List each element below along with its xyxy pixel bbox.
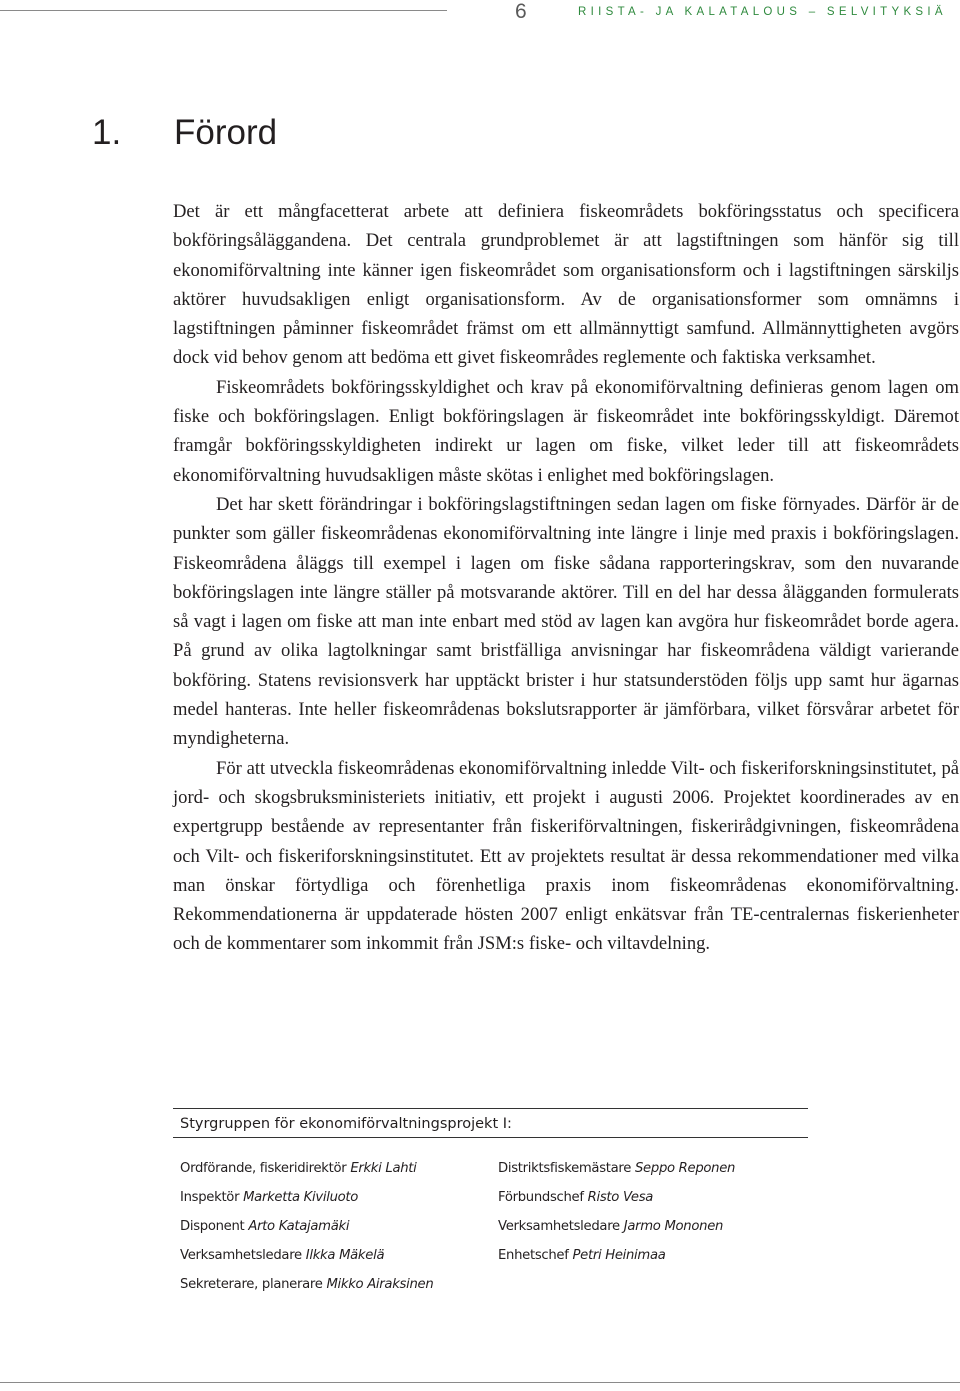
paragraph: Det har skett förändringar i bokföringslagstiftningen sedan lagen om fiske förnyades. Därför är de punkter som gäller fiskeområdenas ekonomiförvaltning inte längre i linje med praxis i bokföringslagen. Fiskeområdena åläggs till exempel i lagen om fiske sådana rapporteringskrav, som den nuvarande bokföringslagen inte längre ställer på motsvarande aktörer. Till en del har dessa ålägganden formulerats så vagt i lagen om fiske att man inte enbart med stöd av lagen kan avgöra hur fiskeområdet borde agera. På grund av olika lagtolkningar samt bristfälliga anvisningar har fiskeområdena väldigt varierande bokföring. Statens revisionsverk har upptäckt brister i hur statsunderstöden följs upp samt hur ägarnas medel hanteras. Inte heller fiskeområdenas bokslutsrapporter är jämförbara, vilket försvårar arbetet för myndigheterna. xyxy=(173,493,959,750)
chapter-title-text: Förord xyxy=(174,113,278,152)
member-name: Petri Heinimaa xyxy=(572,1248,666,1263)
member-role: Sekreterare, planerare xyxy=(180,1277,323,1292)
member-name: Erkki Lahti xyxy=(350,1161,417,1176)
member-role: Verksamhetsledare xyxy=(180,1248,302,1263)
member-entry xyxy=(180,1154,433,1183)
member-entry xyxy=(498,1183,735,1212)
member-name: Mikko Airaksinen xyxy=(326,1277,434,1292)
member-name: Ilkka Mäkelä xyxy=(305,1248,385,1263)
member-role: Inspektör xyxy=(180,1190,240,1205)
member-role: Verksamhetsledare xyxy=(498,1219,620,1234)
member-name: Seppo Reponen xyxy=(634,1161,736,1176)
member-entry xyxy=(180,1270,433,1299)
body-text xyxy=(173,197,959,959)
footer-rule xyxy=(0,1382,960,1383)
running-header: RIISTA- JA KALATALOUS – SELVITYKSIÄ xyxy=(578,6,947,18)
page-number: 6 xyxy=(515,0,527,23)
member-role: Förbundschef xyxy=(498,1190,584,1205)
member-entry xyxy=(498,1154,735,1183)
member-entry xyxy=(180,1212,433,1241)
member-role: Ordförande, fiskeridirektör xyxy=(180,1161,347,1176)
member-columns xyxy=(173,1154,808,1314)
chapter-number: 1. xyxy=(92,113,122,152)
member-name: Jarmo Mononen xyxy=(623,1219,724,1234)
member-name: Marketta Kiviluoto xyxy=(243,1190,359,1205)
box-title-rule xyxy=(173,1137,808,1138)
member-entry xyxy=(498,1212,735,1241)
paragraph: För att utveckla fiskeområdenas ekonomiförvaltning inledde Vilt- och fiskeriforskningsinstitutet, på jord- och skogsbruksministeriets initiativ, ett projekt i augusti 2006. Projektet koordinerades av en expertgrupp bestående av representanter från fiskeriförvaltningen, fiskerirådgivningen, fiskeområdena och Vilt- och fiskeriforskningsinstitutet. Ett av projektets resultat är dessa rekommendationer med vilka man önskar förtydliga och förenhetliga praxis inom fiskeområdenas ekonomiförvaltning. Rekommendationerna är uppdaterade hösten 2007 enligt enkätsvar från TE-centralernas fiskerienheter och de kommentarer som inkommit från JSM:s fiske- och viltavdelning. xyxy=(173,757,959,955)
member-name: Risto Vesa xyxy=(587,1190,654,1205)
chapter-title xyxy=(92,113,277,153)
member-entry xyxy=(498,1241,735,1270)
member-column-right xyxy=(498,1154,735,1270)
member-name: Arto Katajamäki xyxy=(248,1219,350,1234)
paragraph: Fiskeområdets bokföringsskyldighet och krav på ekonomiförvaltning definieras genom lagen om fiske och bokföringslagen. Enligt bokföringslagen är fiskeområdet inte bokföringsskyldigt. Däremot framgår bokföringsskyldigheten indirekt ur lagen om fiske, vilket leder till att fiskeområdets ekonomiförvaltning huvudsakligen måste skötas i enlighet med bokföringslagen. xyxy=(173,376,959,486)
member-role: Enhetschef xyxy=(498,1248,569,1263)
member-entry xyxy=(180,1241,433,1270)
steering-group-title: Styrgruppen för ekonomiförvaltningsprojekt I: xyxy=(180,1116,512,1132)
header-rule xyxy=(0,10,447,11)
paragraph: Det är ett mångfacetterat arbete att definiera fiskeområdets bokföringsstatus och specificera bokföringsåläggandena. Det centrala grundproblemet är att lagstiftningen som hänför sig till ekonomiförvaltning inte känner igen fiskeområdet som organisationsform och i lagstiftningen särskiljs aktörer huvudsakligen enligt organisationsform. Av de organisationsformer som omnämns i lagstiftningen påminner fiskeområdet främst om ett allmännyttigt samfund. Allmännyttigheten avgörs dock vid behov genom att bedöma ett givet fiskeområdes reglemente och faktiska verksamhet. xyxy=(173,201,959,369)
member-entry xyxy=(180,1183,433,1212)
member-role: Distriktsfiskemästare xyxy=(498,1161,632,1176)
member-role: Disponent xyxy=(180,1219,245,1234)
steering-group-box xyxy=(173,1108,808,1314)
member-column-left xyxy=(180,1154,433,1299)
